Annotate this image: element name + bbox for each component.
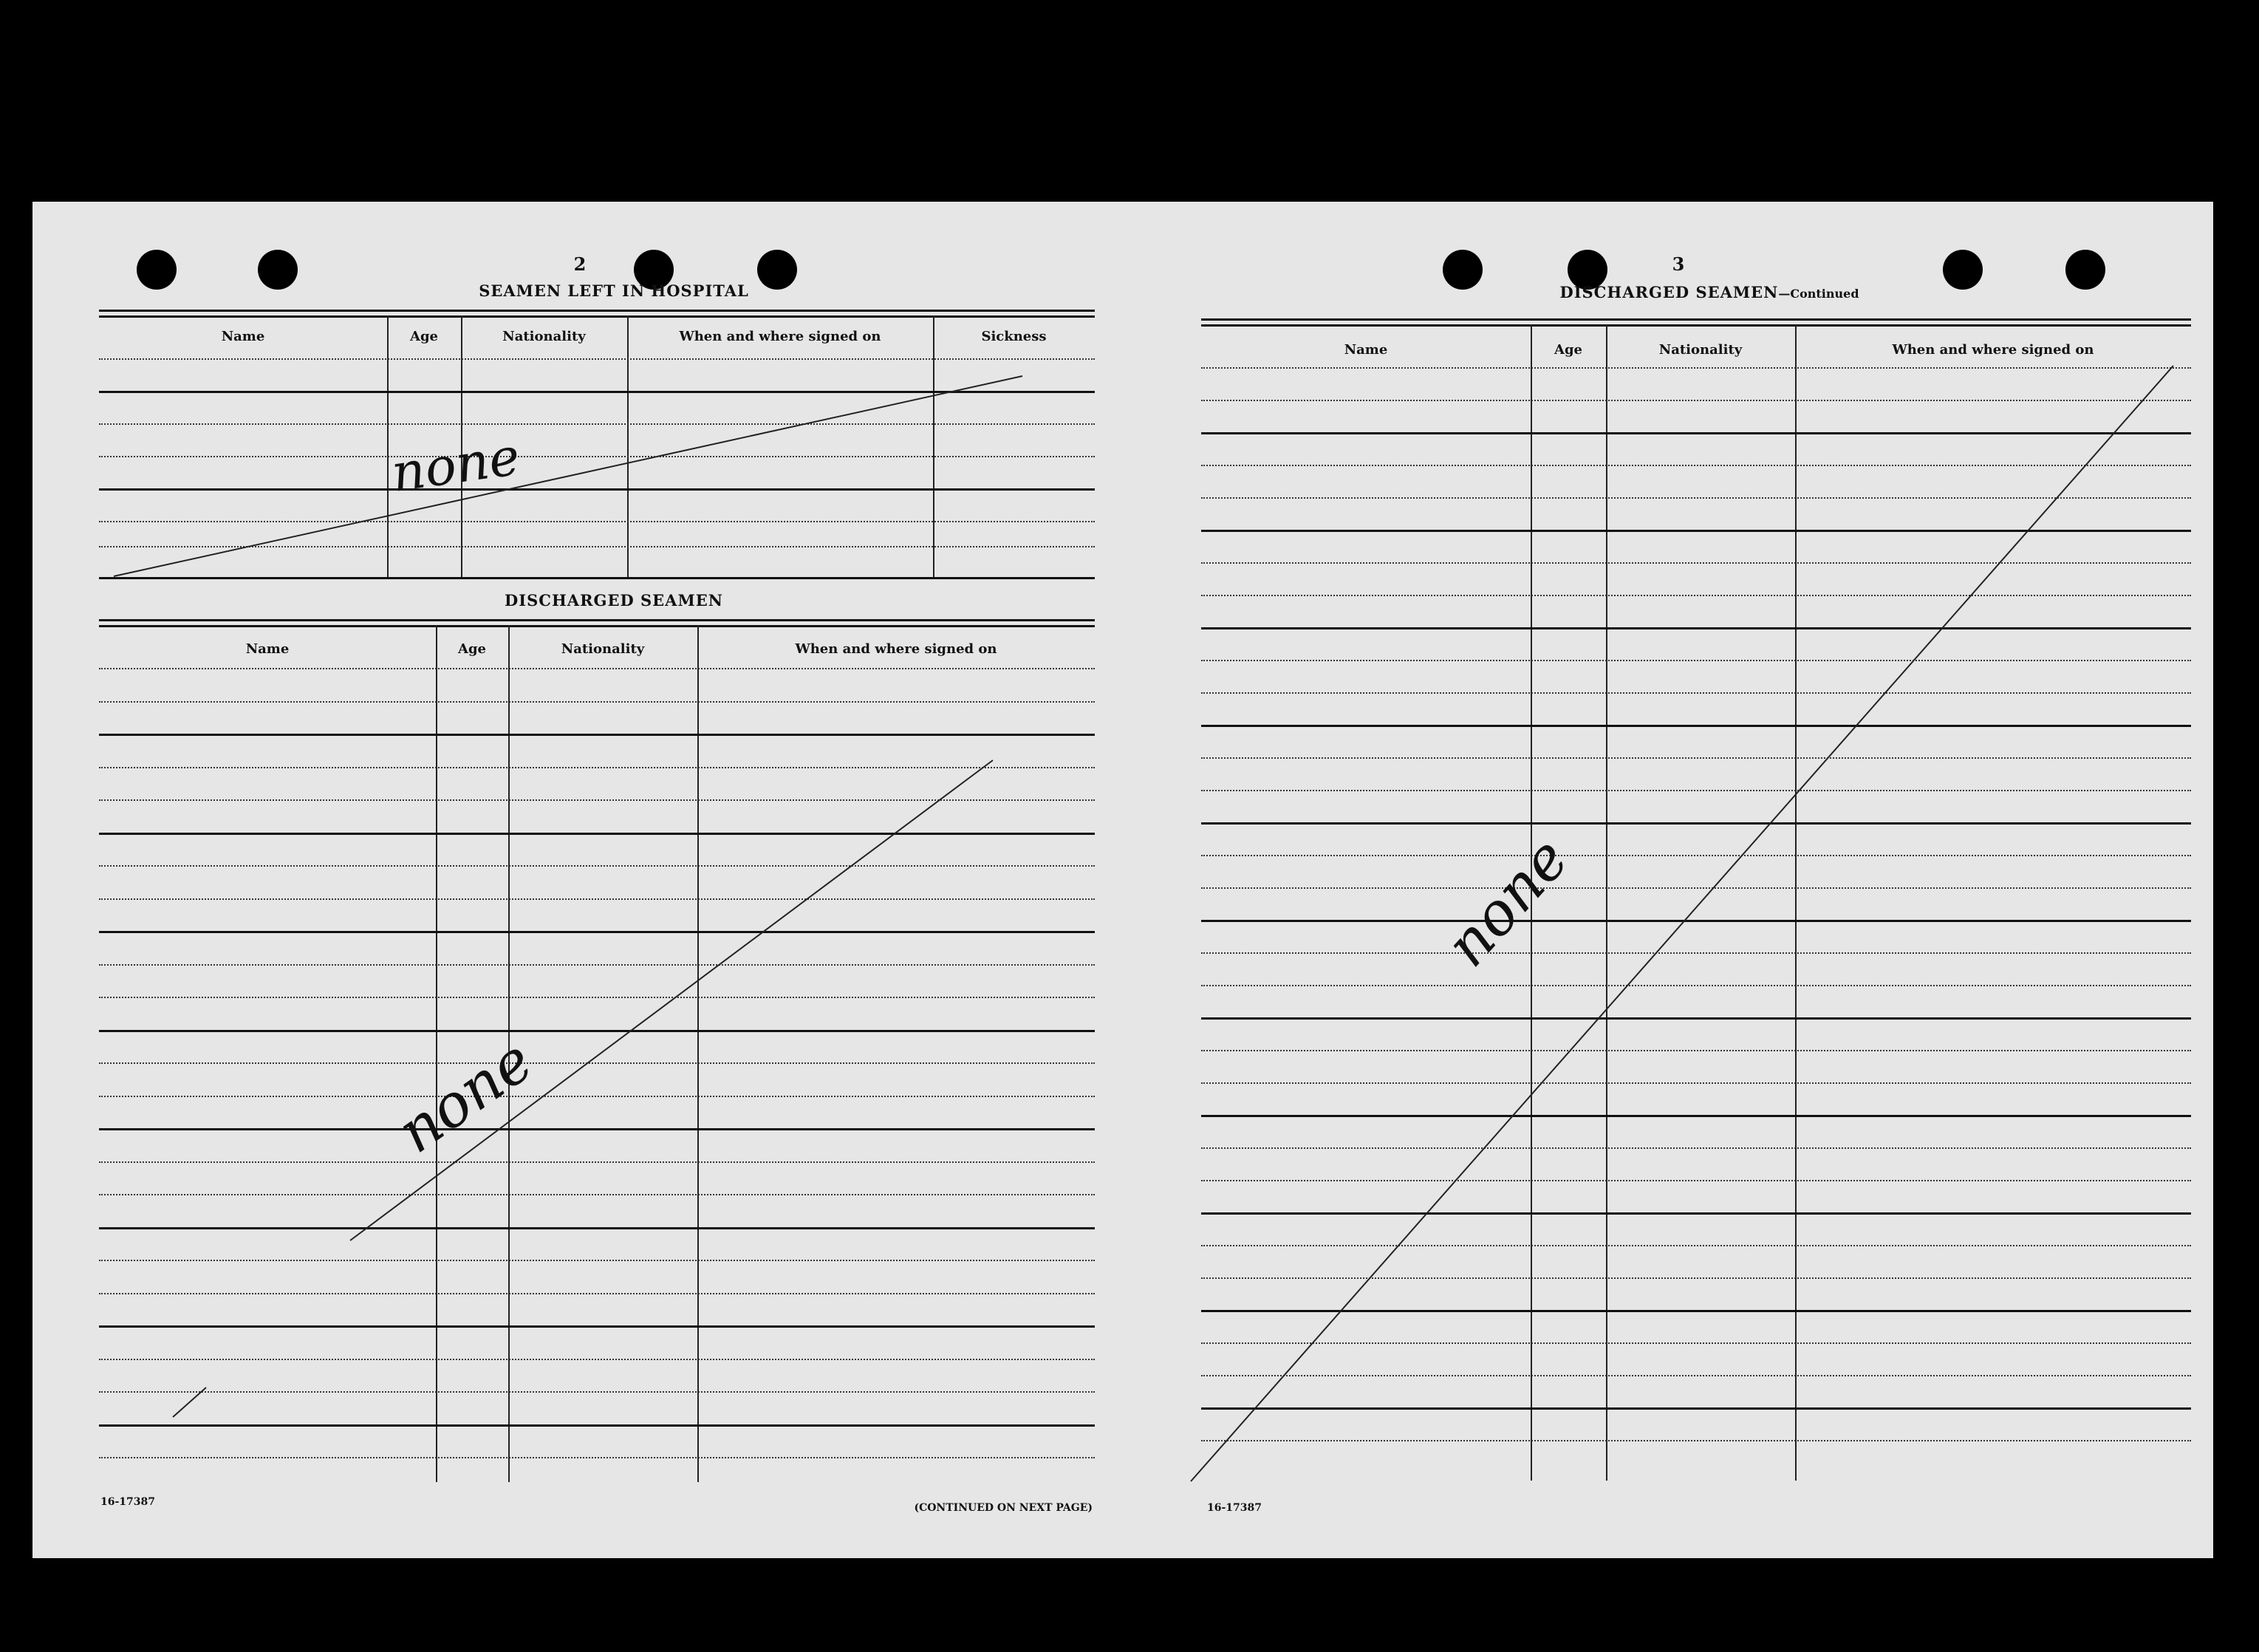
- form-number-left: 16-17387: [100, 1496, 155, 1508]
- hospital-table-title: SEAMEN LEFT IN HOSPITAL: [479, 281, 749, 300]
- handwritten-none-discharged-right: none: [1432, 824, 1582, 980]
- column-header-nationality: Nationality: [502, 329, 586, 344]
- handwritten-none-hospital: none: [387, 426, 524, 504]
- column-header-signed-on: When and where signed on: [679, 329, 881, 344]
- handwritten-none-discharged-left: none: [385, 1025, 545, 1167]
- column-header-nationality: Nationality: [1658, 342, 1743, 358]
- column-header-nationality: Nationality: [561, 641, 645, 657]
- form-number-right: 16-17387: [1207, 1502, 1262, 1514]
- column-header-age: Age: [1554, 342, 1582, 358]
- page-number-left: 2: [573, 253, 587, 275]
- column-header-sickness: Sickness: [981, 329, 1047, 344]
- column-header-name: Name: [221, 329, 265, 344]
- column-header-signed-on: When and where signed on: [1892, 342, 2094, 358]
- column-header-age: Age: [457, 641, 486, 657]
- page-number-right: 3: [1672, 253, 1685, 275]
- continued-note: (CONTINUED ON NEXT PAGE): [914, 1502, 1093, 1514]
- column-header-age: Age: [409, 329, 438, 344]
- continued-suffix: —Continued: [1778, 287, 1859, 301]
- document-paper: [33, 202, 2213, 1558]
- column-header-signed-on: When and where signed on: [795, 641, 997, 657]
- column-header-name: Name: [245, 641, 290, 657]
- column-header-name: Name: [1344, 342, 1388, 358]
- handwritten-strike-lines: [33, 202, 2213, 1558]
- discharged-continued-title-text: DISCHARGED SEAMEN: [1559, 283, 1779, 301]
- discharged-table-title: DISCHARGED SEAMEN: [505, 591, 723, 610]
